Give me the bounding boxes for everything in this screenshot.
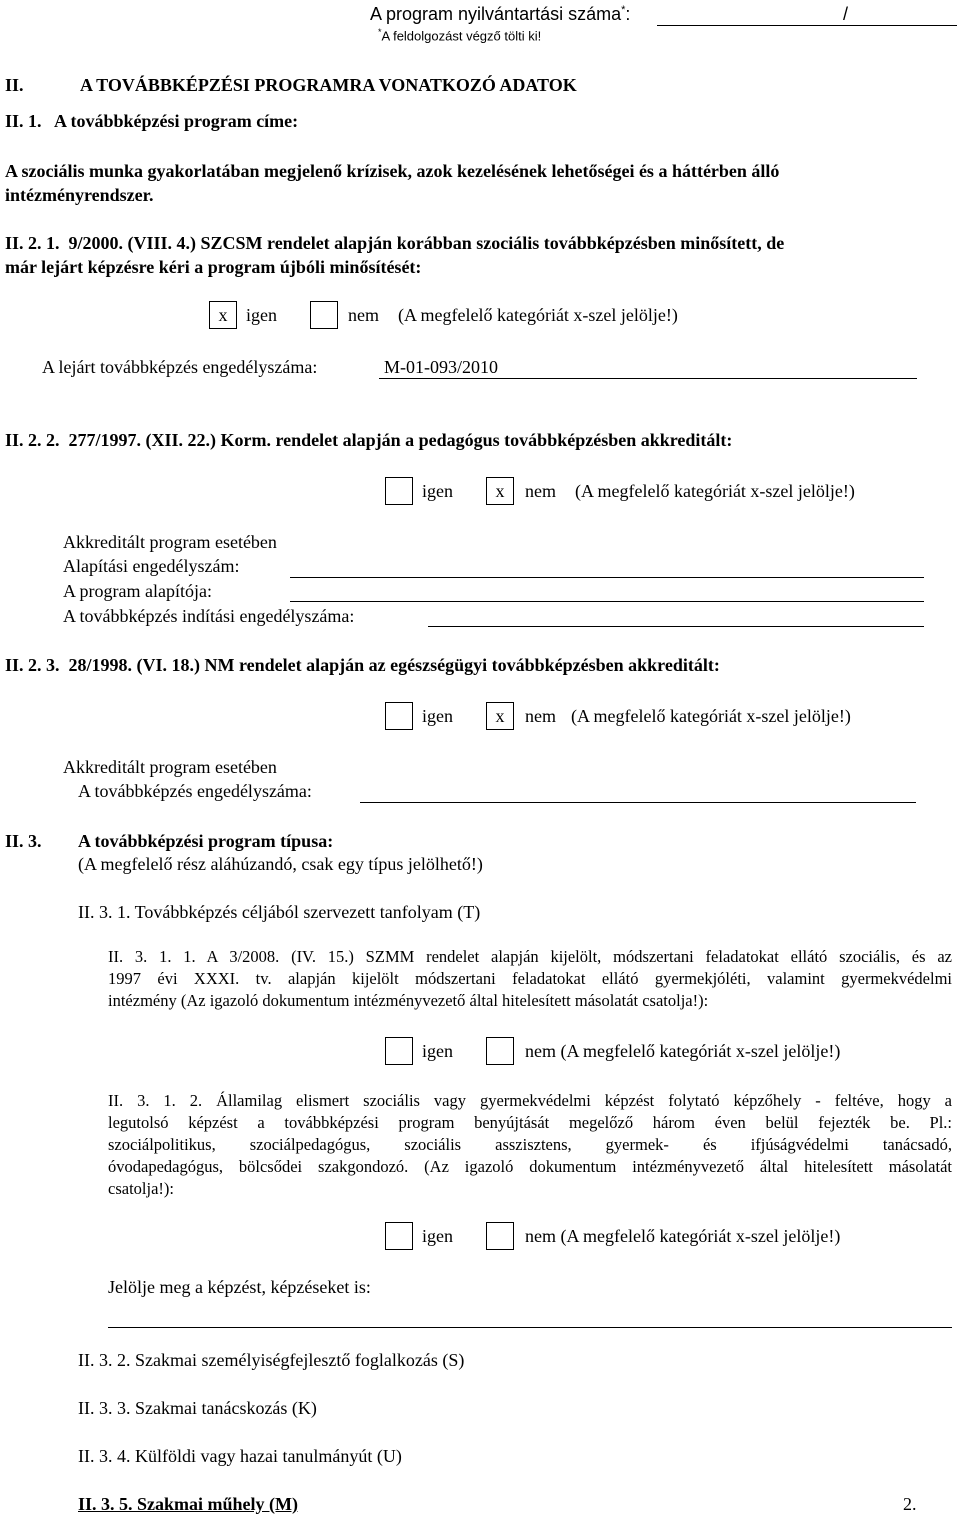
program-title-line2: intézményrendszer. <box>5 185 154 205</box>
program-type-title: A továbbképzési program típusa: <box>78 831 334 851</box>
type-t11-line2: 1997 évi XXXI. tv. alapján kijelölt módszertani feladatokat ellátó gyermekjóléti, valamint gyermekvédelmi <box>108 969 952 988</box>
expired-license-field[interactable] <box>379 378 917 379</box>
expired-license-label: A lejárt továbbképzés engedélyszáma: <box>42 357 318 377</box>
launch-license-label: A továbbképzés indítási engedélyszáma: <box>63 606 355 626</box>
registration-slash: / <box>843 4 849 24</box>
t11-igen-checkbox[interactable] <box>385 1037 413 1065</box>
program-type-subtitle: (A megfelelő rész aláhúzandó, csak egy típus jelölhető!) <box>78 854 483 874</box>
type-u-tanulmanyut[interactable]: II. 3. 4. Külföldi vagy hazai tanulmányút (U) <box>78 1446 402 1466</box>
t12-nem-label: nem (A megfelelő kategóriát x-szel jelölje!) <box>525 1226 841 1246</box>
program-type-number: II. 3. <box>5 831 42 851</box>
section-number: II. <box>5 75 24 95</box>
type-t-tanfolyam[interactable]: II. 3. 1. Továbbképzés céljából szervezett tanfolyam (T) <box>78 902 481 922</box>
type-s-szemelyisegfejleszto[interactable]: II. 3. 2. Szakmai személyiségfejlesztő foglalkozás (S) <box>78 1350 465 1370</box>
registration-number-field[interactable] <box>657 25 957 26</box>
szcsm-nem-checkbox[interactable] <box>310 301 338 329</box>
type-t12-line3: szociálpolitikus, szociálpedagógus, szociális asszisztens, gyermek- és ifjúságvédelmi tanácsadó, <box>108 1135 952 1154</box>
type-t12-line5: csatolja!): <box>108 1179 174 1198</box>
training-license-label: A továbbképzés engedélyszáma: <box>78 781 312 801</box>
section-title: A TOVÁBBKÉPZÉSI PROGRAMRA VONATKOZÓ ADATOK <box>80 75 577 95</box>
mark-training-field[interactable] <box>108 1327 952 1328</box>
t12-nem-checkbox[interactable] <box>486 1222 514 1250</box>
szcsm-igen-checkbox[interactable]: x <box>209 301 237 329</box>
type-k-tanacskozas[interactable]: II. 3. 3. Szakmai tanácskozás (K) <box>78 1398 317 1418</box>
type-m-szakmai-muhely-selected[interactable]: II. 3. 5. Szakmai műhely (M) <box>78 1494 298 1514</box>
t12-igen-checkbox[interactable] <box>385 1222 413 1250</box>
type-t12-line4: óvodapedagógus, bölcsődei szakgondozó. (Az igazoló dokumentum intézményvezető által hitelesített másolatát <box>108 1157 952 1176</box>
type-t12-line2: legutolsó képzést a továbbképzési program benyújtását megelőző három éven belül fejezték be. Pl.: <box>108 1113 952 1132</box>
program-title-heading: II. 1. A továbbképzési program címe: <box>5 111 299 131</box>
type-t12-line1: II. 3. 1. 2. Államilag elismert szociális vagy gyermekvédelmi képzést folytató képzőhely - feltéve, hogy a <box>108 1091 952 1110</box>
processor-note <box>378 28 541 42</box>
founding-license-field[interactable] <box>290 577 924 578</box>
type-t11-paragraph <box>108 946 952 1012</box>
pedagogus-hint: (A megfelelő kategóriát x-szel jelölje!) <box>575 481 855 501</box>
processor-note-text: A feldolgozást végző tölti ki! <box>381 28 542 44</box>
szcsm-igen-label: igen <box>246 305 277 325</box>
expired-license-value: M-01-093/2010 <box>384 357 498 377</box>
pedagogus-accredited-heading: Akkreditált program esetében <box>63 532 277 552</box>
t11-nem-checkbox[interactable] <box>486 1037 514 1065</box>
egeszsegugyi-igen-label: igen <box>422 706 453 726</box>
type-t12-paragraph <box>108 1090 952 1200</box>
egeszsegugyi-hint: (A megfelelő kategóriát x-szel jelölje!) <box>571 706 851 726</box>
training-license-field[interactable] <box>360 802 916 803</box>
founding-license-label: Alapítási engedélyszám: <box>63 556 240 576</box>
registration-star: * <box>621 4 626 16</box>
egeszsegugyi-nem-label: nem <box>525 706 556 726</box>
szcsm-heading-line1: II. 2. 1. 9/2000. (VIII. 4.) SZCSM rendelet alapján korábban szociális továbbképzésben minősített, de <box>5 233 785 253</box>
szcsm-heading-line2: már lejárt képzésre kéri a program újbóli minősítését: <box>5 257 422 277</box>
processor-note-star: * <box>378 27 382 37</box>
egeszsegugyi-accredited-heading: Akkreditált program esetében <box>63 757 277 777</box>
pedagogus-nem-checkbox[interactable]: x <box>486 477 514 505</box>
pedagogus-heading: II. 2. 2. 277/1997. (XII. 22.) Korm. rendelet alapján a pedagógus továbbképzésben akkreditált: <box>5 430 733 450</box>
szcsm-nem-label: nem <box>348 305 379 325</box>
egeszsegugyi-nem-checkbox[interactable]: x <box>486 702 514 730</box>
program-title-line1: A szociális munka gyakorlatában megjelenő krízisek, azok kezelésének lehetőségei és a háttérben álló <box>5 161 780 181</box>
type-t11-line1: II. 3. 1. 1. A 3/2008. (IV. 15.) SZMM rendelet alapján kijelölt, módszertani feladatokat ellátó szociális, és az <box>108 947 952 966</box>
t11-igen-label: igen <box>422 1041 453 1061</box>
pedagogus-igen-checkbox[interactable] <box>385 477 413 505</box>
program-founder-label: A program alapítója: <box>63 581 212 601</box>
szcsm-hint: (A megfelelő kategóriát x-szel jelölje!) <box>398 305 678 325</box>
t11-nem-label: nem (A megfelelő kategóriát x-szel jelölje!) <box>525 1041 841 1061</box>
egeszsegugyi-igen-checkbox[interactable] <box>385 702 413 730</box>
program-founder-field[interactable] <box>290 601 924 602</box>
registration-label <box>370 5 630 23</box>
launch-license-field[interactable] <box>428 626 924 627</box>
pedagogus-nem-label: nem <box>525 481 556 501</box>
pedagogus-igen-label: igen <box>422 481 453 501</box>
t12-igen-label: igen <box>422 1226 453 1246</box>
type-t11-line3: intézmény (Az igazoló dokumentum intézményvezető által hitelesített másolatát csatolja!): <box>108 991 709 1010</box>
egeszsegugyi-heading: II. 2. 3. 28/1998. (VI. 18.) NM rendelet alapján az egészségügyi továbbképzésben akkreditált: <box>5 655 720 675</box>
registration-label-text: A program nyilvántartási száma <box>370 4 622 24</box>
page-number: 2. <box>903 1494 917 1514</box>
mark-training-label: Jelölje meg a képzést, képzéseket is: <box>108 1277 371 1297</box>
registration-colon: : <box>625 4 631 24</box>
